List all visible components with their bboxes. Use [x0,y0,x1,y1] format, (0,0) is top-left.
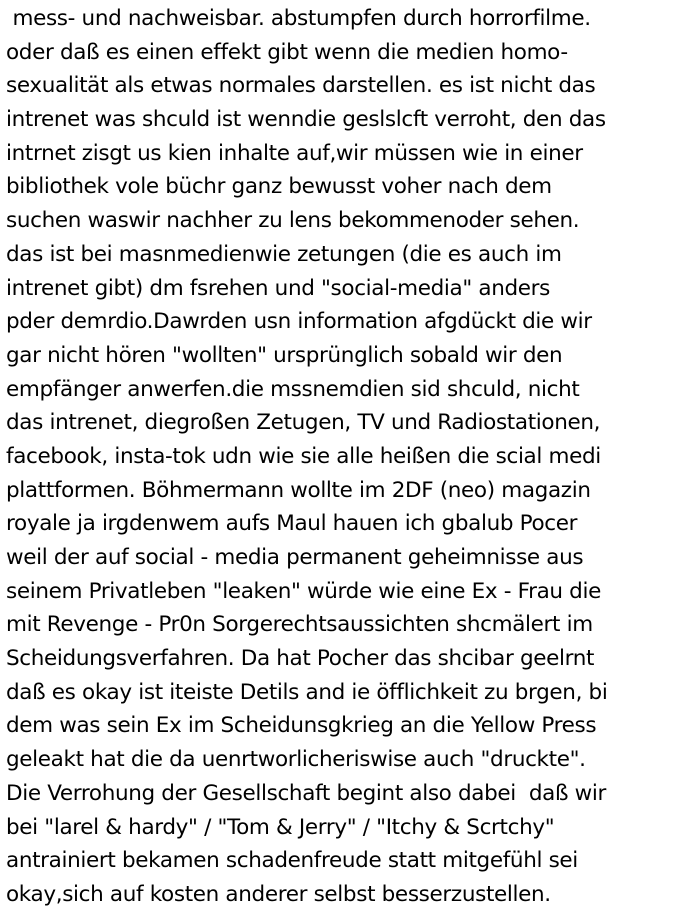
text-line: antrainiert bekamen schadenfreude statt mitgefühl sei [6,848,578,874]
text-line: oder daß es einen effekt gibt wenn die medien homo- [6,39,568,65]
text-line: dem was sein Ex im Scheidunsgkrieg an die Yellow Press [6,713,597,739]
text-line: Die Verrohung der Gesellschaft begint also dabei daß wir [6,780,607,806]
text-line: sexualität als etwas normales darstellen. es ist nicht das [6,73,596,99]
text-line: okay,sich auf kosten anderer selbst besserzustellen. [6,881,551,907]
text-line: weil der auf social - media permanent geheimnisse aus [6,545,584,570]
text-line: suchen waswir nachher zu lens bekommenoder sehen. [6,208,580,234]
document-text-block [6,2,682,912]
text-line: geleakt hat die da uenrtworlicheriswise auch "druckte". [6,747,586,773]
text-line: das intrenet, diegroßen Zetugen, TV und Radiostationen, [6,410,601,436]
text-line: bibliothek vole büchr ganz bewusst voher nach dem [6,174,552,200]
text-line: facebook, insta-tok udn wie sie alle heißen die scial medi [6,443,601,469]
text-line: intrenet gibt) dm fsrehen und "social-media" anders [6,275,551,301]
text-line: royale ja irgdenwem aufs Maul hauen ich gbalub Pocer [6,511,578,537]
text-line: daß es okay ist iteiste Detils and ie öfflichkeit zu brgen, bi [6,679,608,705]
text-line: pder demrdio.Dawrden usn information afgdückt die wir [6,309,592,335]
text-line: intrnet zisgt us kien inhalte auf,wir müssen wie in einer [6,140,583,166]
text-line: mess- und nachweisbar. abstumpfen durch horrorfilme. [6,6,591,31]
text-line: mit Revenge - Pr0n Sorgerechtsaussichten shcmälert im [6,612,593,638]
text-line: plattformen. Böhmermann wollte im 2DF (neo) magazin [6,477,591,503]
text-line: Scheidungsverfahren. Da hat Pocher das shcibar geelrnt [6,646,595,672]
text-line: empfänger anwerfen.die mssnemdien sid shculd, nicht [6,376,580,402]
text-line: seinem Privatleben "leaken" würde wie eine Ex - Frau die [6,578,601,604]
text-line: gar nicht hören "wollten" ursprünglich sobald wir den [6,342,563,368]
text-line: bei "larel & hardy" / "Tom & Jerry" / "Itchy & Scrtchy" [6,814,555,840]
text-line: das ist bei masnmedienwie zetungen (die es auch im [6,241,562,267]
text-line: intrenet was shculd ist wenndie geslslcft verroht, den das [6,107,606,133]
